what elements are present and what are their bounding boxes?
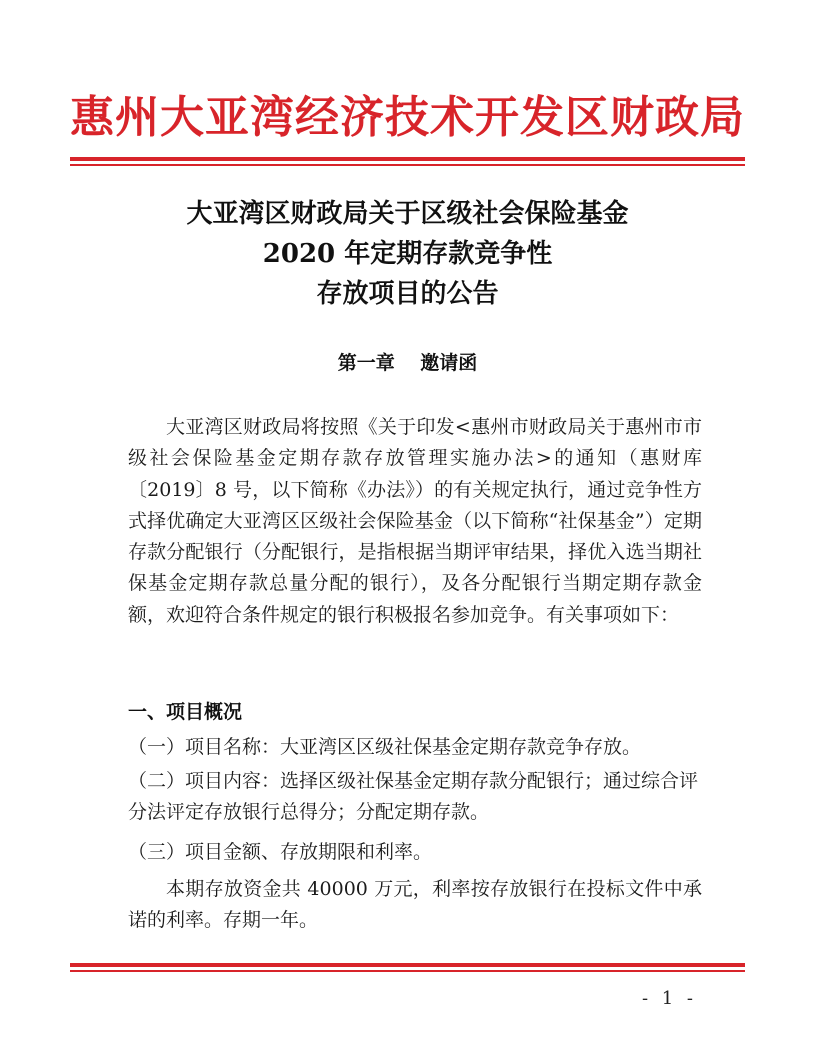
amount-paragraph: 本期存放资金共 40000 万元，利率按存放银行在投标文件中承诺的利率。存期一年。 (128, 878, 702, 932)
item-project-name: （一）项目名称：大亚湾区区级社保基金定期存款竞争存放。 (128, 736, 642, 758)
chapter-heading: 第一章 邀请函 (337, 352, 478, 374)
footer-rule-thick (70, 963, 745, 967)
header-rule-thick (70, 157, 745, 161)
item-project-amount: （三）项目金额、存放期限和利率。 (128, 841, 433, 863)
doc-title-line-3: 存放项目的公告 (316, 279, 499, 309)
doc-title-line-1: 大亚湾区财政局关于区级社会保险基金 (186, 199, 629, 229)
footer-rule-thin (70, 970, 745, 972)
org-header: 惠州大亚湾经济技术开发区财政局 (70, 92, 745, 143)
header-rule-thin (70, 164, 745, 166)
section-1-heading: 一、项目概况 (128, 701, 243, 723)
intro-paragraph: 大亚湾区财政局将按照《关于印发<惠州市财政局关于惠州市市级社会保险基金定期存款存放管理实施办法>的通知（惠财库〔2019〕8 号，以下简称《办法》）的有关规定执行，通过竞争性方式择优确定大亚湾区区级社会保险基金（以下简称“社保基金”）定期存款分配银行（分配银行，是指根据当期评审结果，择优入选当期社保基金定期存款总量分配的银行），及各分配银行当期定期存款金额，欢迎符合条件规定的银行积极报名参加竞争。有关事项如下： (128, 416, 702, 626)
page-number: - 1 - (641, 988, 697, 1009)
item-project-content: （二）项目内容：选择区级社保基金定期存款分配银行；通过综合评分法评定存放银行总得分；分配定期存款。 (128, 770, 699, 824)
doc-title-line-2: 2020 年定期存款竞争性 (262, 239, 553, 269)
